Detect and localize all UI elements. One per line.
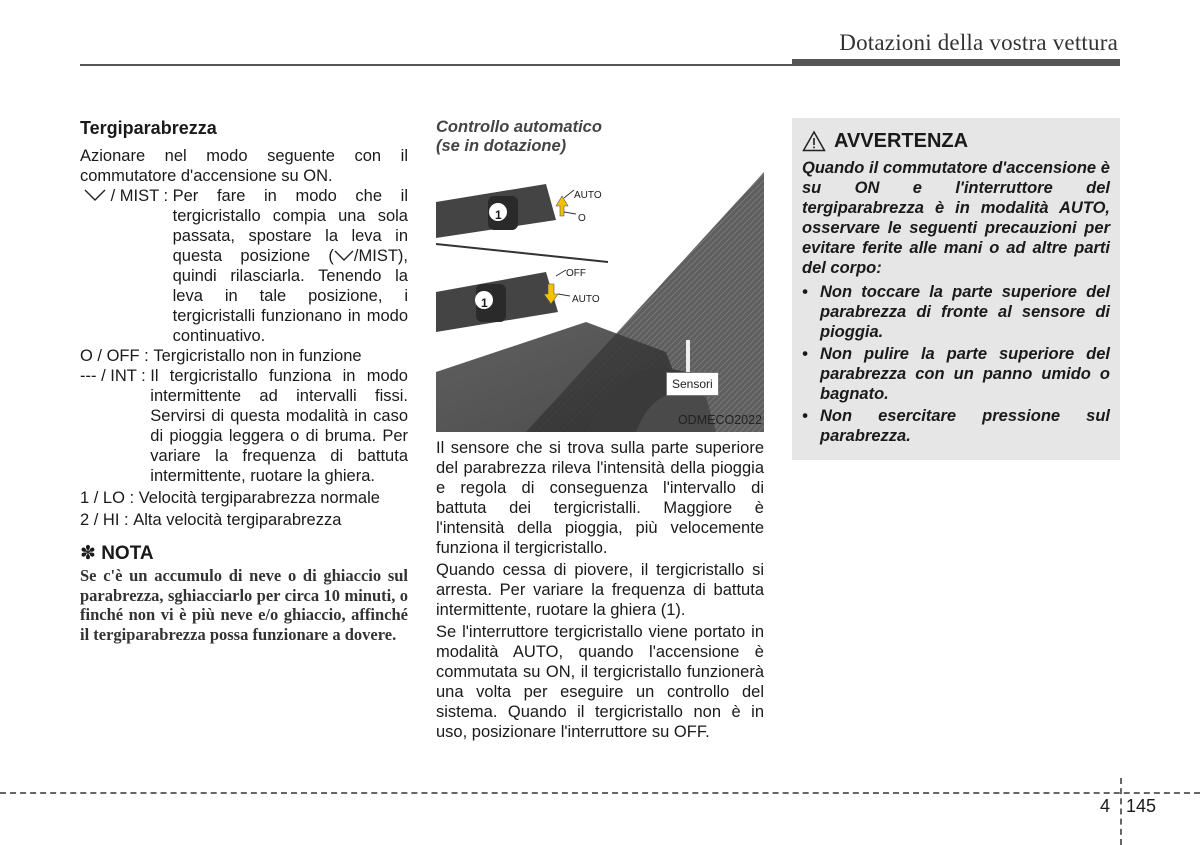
- lo-definition: [80, 488, 408, 508]
- hi-term: 2 / HI :: [80, 511, 134, 529]
- warning-title-row: [802, 130, 1110, 152]
- fig-label-1-top: 1: [495, 208, 502, 222]
- mist-definition: [84, 186, 408, 346]
- warning-triangle-icon: [802, 130, 826, 152]
- right-column: [792, 118, 1120, 460]
- int-description: Il tergicristallo funziona in modo intermittente ad intervalli fissi. Servirsi di questa modalità in caso di pioggia leggera o di bruma. Per variare la frequenza di battuta intermittente, ruotare la ghiera.: [150, 367, 408, 485]
- int-definition: [80, 366, 408, 486]
- mist-term: / MIST :: [84, 186, 173, 346]
- fig-label-auto-top: AUTO: [574, 190, 602, 201]
- sensor-label: Sensori: [666, 372, 719, 396]
- chapter-number: 4: [1100, 796, 1111, 816]
- wiper-figure: [436, 172, 764, 432]
- auto-mode-paragraph: Se l'interruttore tergicristallo viene portato in modalità AUTO, quando l'accensione è commutata su ON, il tergicristallo funzionerà una volta per eseguire un controllo del sistema. Quando il tergicristallo non è in uso, posizionare l'interruttore su OFF.: [436, 623, 764, 741]
- auto-control-subtitle: (se in dotazione): [436, 137, 567, 155]
- middle-column: [436, 118, 764, 742]
- warning-item: • Non toccare la parte superiore del parabrezza di fronte al sensore di pioggia.: [802, 283, 1110, 341]
- page-number: 145: [1126, 796, 1157, 816]
- int-term: --- / INT :: [80, 367, 151, 385]
- hi-definition: [80, 510, 408, 530]
- figure-code: ODMECO2022: [677, 413, 762, 427]
- fig-label-o: O: [578, 213, 586, 224]
- mist-description: Per fare in modo che il tergicristallo compia una sola passata, spostare la leva in questa posizione ( /MIST), quindi rilasciarla. Tenendo la leva in tale posizione, i tergicristalli funzionano in modo continuativo.: [172, 187, 408, 345]
- fig-label-auto-bottom: AUTO: [572, 294, 600, 305]
- mist-down-icon: [84, 188, 106, 202]
- warning-title: AVVERTENZA: [834, 130, 969, 152]
- mist-down-icon-inline: [334, 249, 354, 262]
- off-term: O / OFF :: [80, 347, 154, 365]
- section-heading: Tergiparabrezza: [80, 118, 217, 138]
- off-description: Tergicristallo non in funzione: [153, 347, 362, 365]
- sensor-paragraph: Il sensore che si trova sulla parte superiore del parabrezza rileva l'intensità della pioggia e regola di conseguenza l'intervallo di battuta dei tergicristalli. Maggiore è l'intensità della pioggia, più velocemente funziona il tergicristallo.: [436, 439, 764, 557]
- warning-item: • Non esercitare pressione sul parabrezza.: [802, 407, 1110, 445]
- lo-description: Velocità tergiparabrezza normale: [138, 489, 380, 507]
- warning-intro: Quando il commutatore d'accensione è su ON e l'interruttore del tergiparabrezza è in modalità AUTO, osservare le seguenti precauzioni per evitare ferite alle mani o ad altre parti del corpo:: [802, 159, 1110, 277]
- rain-stop-paragraph: Quando cessa di piovere, il tergicristallo si arresta. Per variare la frequenza di battuta intermittente, ruotare la ghiera (1).: [436, 561, 764, 619]
- left-column: [80, 118, 408, 644]
- header-rule-thick: [792, 59, 1120, 66]
- intro-text: Azionare nel modo seguente con il commutatore d'accensione su ON.: [80, 147, 408, 185]
- nota-text: Se c'è un accumulo di neve o di ghiaccio sul parabrezza, sghiacciarlo per circa 10 minuti, o finché non vi è più neve e/o ghiaccio, affinché il tergiparabrezza possa funzionare a dovere.: [80, 566, 408, 644]
- auto-control-title: Controllo automatico: [436, 118, 602, 136]
- hi-description: Alta velocità tergiparabrezza: [133, 511, 342, 529]
- off-definition: [80, 346, 408, 366]
- warning-item: • Non pulire la parte superiore del parabrezza con un panno umido o bagnato.: [802, 345, 1110, 403]
- warning-box: [792, 118, 1120, 460]
- lo-term: 1 / LO :: [80, 489, 139, 507]
- fig-label-1-bottom: 1: [481, 296, 488, 310]
- footer-divider: [1120, 778, 1122, 845]
- page-header-title: Dotazioni della vostra vettura: [839, 30, 1118, 55]
- fig-label-off: OFF: [566, 268, 586, 279]
- nota-title: ✽ NOTA: [80, 543, 154, 564]
- header-rule: [80, 64, 792, 66]
- warning-list: [802, 282, 1110, 446]
- footer-rule: [0, 792, 1200, 794]
